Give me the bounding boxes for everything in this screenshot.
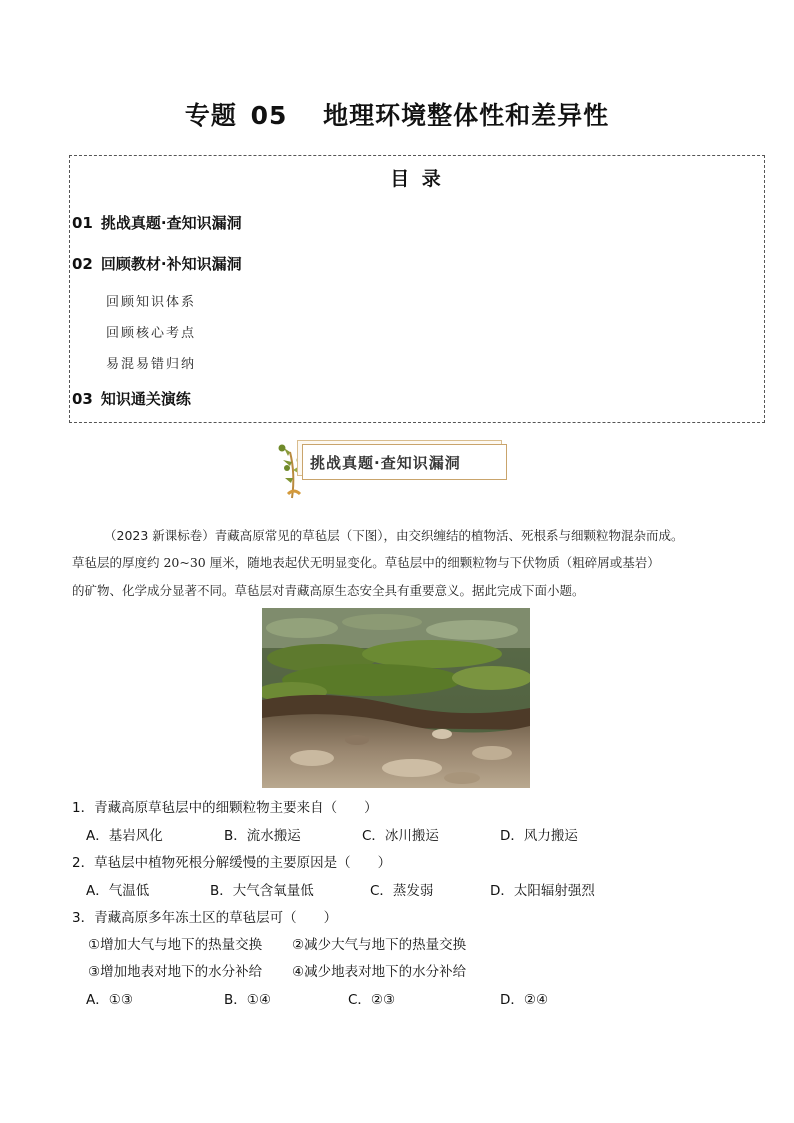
- question-3-statement-3: ③增加地表对地下的水分补给: [88, 964, 263, 980]
- passage-line: 的矿物、化学成分显著不同。草毡层对青藏高原生态安全具有重要意义。据此完成下面小题。: [72, 583, 585, 598]
- toc-item-number: 03: [72, 390, 93, 408]
- question-3-option-a[interactable]: A．①③: [86, 992, 133, 1008]
- toc-subitem[interactable]: 回顾知识体系: [106, 295, 197, 310]
- question-2-option-a[interactable]: A．气温低: [86, 883, 150, 899]
- question-3-stem: 3．青藏高原多年冻土区的草毡层可（ ）: [72, 910, 338, 926]
- question-3-statement-1: ①增加大气与地下的热量交换: [88, 937, 263, 953]
- toc-subitem[interactable]: 易混易错归纳: [106, 357, 197, 372]
- passage-line: [72, 523, 732, 549]
- question-3-option-b[interactable]: B．①④: [224, 992, 271, 1008]
- toc-item-number: 01: [72, 214, 93, 232]
- toc-item-label: 挑战真题·查知识漏洞: [100, 214, 242, 232]
- question-3-option-d[interactable]: D．②④: [500, 992, 549, 1008]
- toc-title: 目 录: [390, 168, 444, 190]
- question-1-option-b[interactable]: B．流水搬运: [224, 828, 301, 844]
- section-banner: [270, 438, 512, 502]
- question-2-option-d[interactable]: D．太阳辐射强烈: [490, 883, 595, 899]
- title-text: 地理环境整体性和差异性: [323, 101, 610, 130]
- toc-item-label: 知识通关演练: [100, 390, 191, 408]
- title-number: 05: [250, 101, 288, 130]
- question-2-stem: 2．草毡层中植物死根分解缓慢的主要原因是（ ）: [72, 855, 392, 871]
- passage-text: 青藏高原常见的草毡层（下图），由交织缠结的植物活、死根系与细颗粒物混杂而成。: [214, 528, 684, 543]
- toc-item-label: 回顾教材·补知识漏洞: [100, 255, 242, 273]
- question-2-option-c[interactable]: C．蒸发弱: [370, 883, 434, 899]
- page-title: [0, 96, 794, 132]
- question-3-statement-4: ④减少地表对地下的水分补给: [292, 964, 467, 980]
- question-1-stem: 1．青藏高原草毡层中的细颗粒物主要来自（ ）: [72, 800, 378, 816]
- question-1-option-a[interactable]: A．基岩风化: [86, 828, 163, 844]
- sod-layer-photo: [262, 608, 530, 788]
- passage-source: （2023 新课标卷）: [104, 528, 215, 543]
- question-3-statement-2: ②减少大气与地下的热量交换: [292, 937, 467, 953]
- question-1-option-c[interactable]: C．冰川搬运: [362, 828, 439, 844]
- toc-item-number: 02: [72, 255, 93, 273]
- title-prefix: 专题: [184, 101, 237, 130]
- question-2-option-b[interactable]: B．大气含氧量低: [210, 883, 314, 899]
- question-1-option-d[interactable]: D．风力搬运: [500, 828, 578, 844]
- table-of-contents: [69, 155, 765, 423]
- toc-item-03[interactable]: [72, 388, 191, 409]
- toc-item-01[interactable]: [72, 212, 242, 233]
- banner-label: 挑战真题·查知识漏洞: [310, 454, 461, 472]
- toc-item-02[interactable]: [72, 253, 242, 274]
- question-3-option-c[interactable]: C．②③: [348, 992, 396, 1008]
- passage-line: 草毡层的厚度约 20~30 厘米，随地表起伏无明显变化。草毡层中的细颗粒物与下伏物质（粗碎屑或基岩）: [72, 555, 660, 570]
- toc-subitem[interactable]: 回顾核心考点: [106, 326, 197, 341]
